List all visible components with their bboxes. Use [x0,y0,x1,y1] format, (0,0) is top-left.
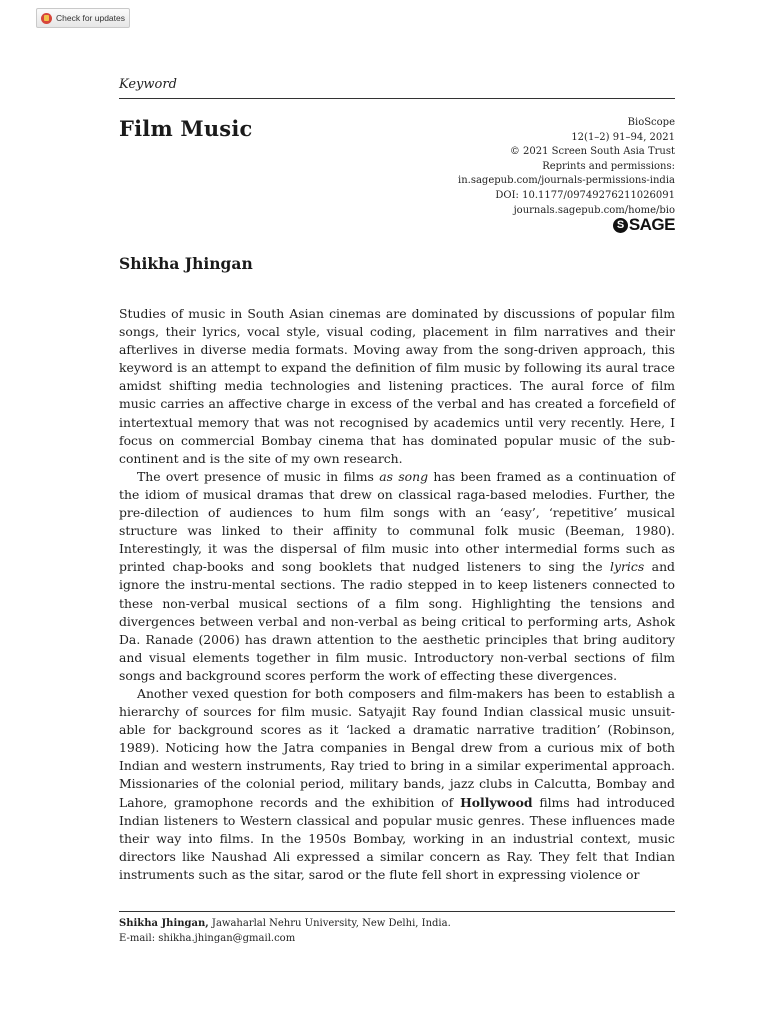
affiliation-institution: Jawaharlal Nehru University, New Delhi, India. [208,918,451,929]
sage-s-icon: S [613,218,628,233]
author-email[interactable]: E-mail: shikha.jhingan@gmail.com [119,933,296,944]
journal-home-link[interactable]: journals.sagepub.com/home/bio [513,204,675,216]
section-label: Keyword [119,77,177,92]
journal-issue: 12(1–2) 91–94, 2021 [571,131,675,143]
journal-name: BioScope [627,117,675,128]
paragraph-3-text-b: films had introduced Indian listeners to Western classical and popular music genres. These influences made their way into films. In the 1950s Bombay, working in an industrial context, music directors like Naushad Ali expressed a similar concern as Ray. They felt that Indian instruments such as the sitar, sarod or the flute fell short in expressing violence or [119,794,675,882]
paragraph-3-text-a: Another vexed question for both composers and film-makers has been to establish a hierarchy of sources for film music. Satyajit Ray found Indian classical music unsuit-able for background scores as it ‘lacked a dramatic narrative tradition’ (Robinson, 1989). Noticing how the Jatra companies in Bengal drew from a curious mix of both Indian and western instruments, Ray tried to bring in a similar experimental approach. Missionaries of the colonial period, military bands, jazz clubs in Calcutta, Bombay and Lahore, gramophone records and the exhibition of [119,685,675,810]
paragraph-2-text-b: has been framed as a continuation of the idiom of musical dramas that drew on classical raga-based melodies. Further, the pre-dilection of audiences to hum film songs with an ‘easy’, ‘repetitive’ musical structure was linked to their affinity to communal folk music (Beeman, 1980). Interestingly, it was the dispersal of film music into other intermedial forms such as printed chap-books and song booklets that nudged listeners to sing the [119,468,675,575]
journal-metadata [458,116,675,218]
body-paragraph-1: Studies of music in South Asian cinemas are dominated by discussions of popular film songs, their lyrics, vocal style, visual coding, placement in film narratives and their afterlives in diverse media formats. Moving away from the song-driven approach, this keyword is an attempt to expand the definition of film music by following its aural trace amidst shifting media technologies and listening practices. The aural force of film music carries an affective charge in excess of the verbal and has created a forcefield of intertextual memory that was not recognised by academics until very recently. Here, I focus on commercial Bombay cinema that has dominated popular music of the sub-continent and is the site of my own research. [119,306,675,466]
sage-logo [613,215,675,235]
permissions-link[interactable]: in.sagepub.com/journals-permissions-india [458,175,675,187]
reprints-label: Reprints and permissions: [542,160,675,172]
check-for-updates-label: Check for updates [56,13,125,23]
body-paragraph-2 [119,468,675,685]
article-body [119,305,675,884]
bookmark-update-icon [41,13,52,24]
check-for-updates-badge[interactable] [36,8,130,28]
header-divider [119,98,675,99]
body-paragraph-3 [119,685,675,884]
sage-wordmark: SAGE [628,215,675,234]
paragraph-2-text-c: and ignore the instru-mental sections. The radio stepped in to keep listeners connected to these non-verbal musical sections of a film song. Highlighting the tensions and divergences between verbal and non-verbal as being critical to performing arts, Ashok Da. Ranade (2006) has drawn attention to the aesthetic principles that bring auditory and visual elements together in film music. Introductory non-verbal sections of film songs and background scores perform the work of effecting these divergences. [119,559,675,683]
doi-link[interactable]: DOI: 10.1177/09749276211026091 [495,189,675,201]
footnote-divider [119,911,675,912]
copyright-line: © 2021 Screen South Asia Trust [509,146,675,158]
paragraph-2-text-a: The overt presence of music in films [137,468,380,484]
paragraph-3-bold: Hollywood [460,794,533,810]
author-affiliation [119,916,451,946]
affiliation-author-name: Shikha Jhingan, [119,918,209,929]
article-title: Film Music [119,116,253,141]
paragraph-2-emphasis-1: as song [379,468,429,484]
paragraph-2-emphasis-2: lyrics [610,559,645,575]
article-author: Shikha Jhingan [119,254,253,273]
